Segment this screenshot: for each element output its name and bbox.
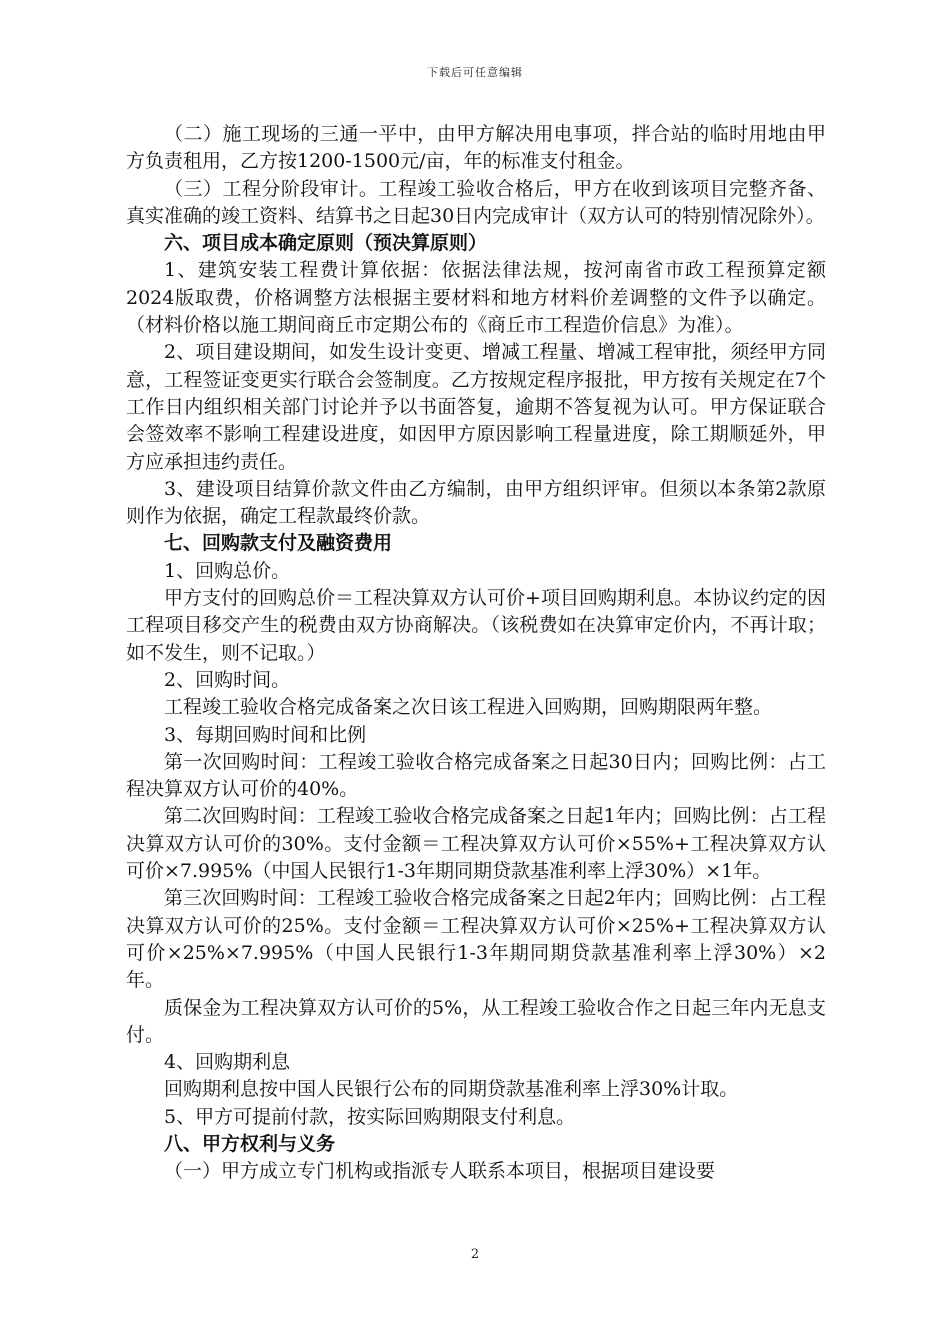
paragraph: 质保金为工程决算双方认可价的5%，从工程竣工验收合作之日起三年内无息支付。 <box>126 996 826 1046</box>
paragraph: （二）施工现场的三通一平中，由甲方解决用电事项，拌合站的临时用地由甲方负责租用，乙方按1200-1500元/亩，年的标准支付租金。 <box>126 123 826 173</box>
paragraph: 第三次回购时间：工程竣工验收合格完成备案之日起2年内；回购比例：占工程决算双方认可价的25%。支付金额＝工程决算双方认可价×25%+工程决算双方认可价×25%×7.995%（中国人民银行1-3年期同期贷款基准利率上浮30%）×2年。 <box>126 887 826 992</box>
paragraph: （一）甲方成立专门机构或指派专人联系本项目，根据项目建设要 <box>164 1160 716 1183</box>
paragraph: 回购期利息按中国人民银行公布的同期贷款基准利率上浮30%计取。 <box>164 1078 739 1101</box>
document-body <box>126 121 826 1186</box>
paragraph: 5、甲方可提前付款，按实际回购期限支付利息。 <box>164 1105 576 1128</box>
paragraph: 第一次回购时间：工程竣工验收合格完成备案之日起30日内；回购比例：占工程决算双方认可价的40%。 <box>126 750 826 801</box>
section-heading: 八、甲方权利与义务 <box>164 1132 336 1155</box>
paragraph: 4、回购期利息 <box>164 1051 291 1074</box>
paragraph: 3、建设项目结算价款文件由乙方编制，由甲方组织评审。但须以本条第2款原则作为依据，确定工程款最终价款。 <box>126 477 826 528</box>
paragraph: 3、每期回购时间和比例 <box>164 723 367 746</box>
paragraph: 1、回购总价。 <box>164 559 291 582</box>
paragraph: 第二次回购时间：工程竣工验收合格完成备案之日起1年内；回购比例：占工程决算双方认可价的30%。支付金额＝工程决算双方认可价×55%+工程决算双方认可价×7.995%（中国人民银行1-3年期同期贷款基准利率上浮30%）×1年。 <box>126 805 826 883</box>
paragraph: 甲方支付的回购总价＝工程决算双方认可价+项目回购期利息。本协议约定的因工程项目移交产生的税费由双方协商解决。（该税费如在决算审定价内，不再计取；如不发生，则不记取。） <box>126 587 826 664</box>
paragraph: 2、项目建设期间，如发生设计变更、增减工程量、增减工程审批，须经甲方同意，工程签证变更实行联合会签制度。乙方按规定程序报批，甲方按有关规定在7个工作日内组织相关部门讨论并予以书面答复，逾期不答复视为认可。甲方保证联合会签效率不影响工程建设进度，如因甲方原因影响工程量进度，除工期顺延外，甲方应承担违约责任。 <box>126 341 826 473</box>
paragraph: 2、回购时间。 <box>164 668 291 691</box>
paragraph: 1、建筑安装工程费计算依据：依据法律法规，按河南省市政工程预算定额2024版取费，价格调整方法根据主要材料和地方材料价差调整的文件予以确定。（材料价格以施工期间商丘市定期公布的《商丘市工程造价信息》为准）。 <box>126 259 826 337</box>
section-heading: 六、项目成本确定原则（预决算原则） <box>164 232 488 255</box>
section-heading: 七、回购款支付及融资费用 <box>164 532 393 555</box>
paragraph: 工程竣工验收合格完成备案之次日该工程进入回购期，回购期限两年整。 <box>164 696 773 719</box>
paragraph: （三）工程分阶段审计。工程竣工验收合格后，甲方在收到该项目完整齐备、真实准确的竣工资料、结算书之日起30日内完成审计（双方认可的特别情况除外）。 <box>126 177 826 227</box>
page-number: 2 <box>470 1247 480 1262</box>
page-header: 下载后可任意编辑 <box>427 66 523 79</box>
